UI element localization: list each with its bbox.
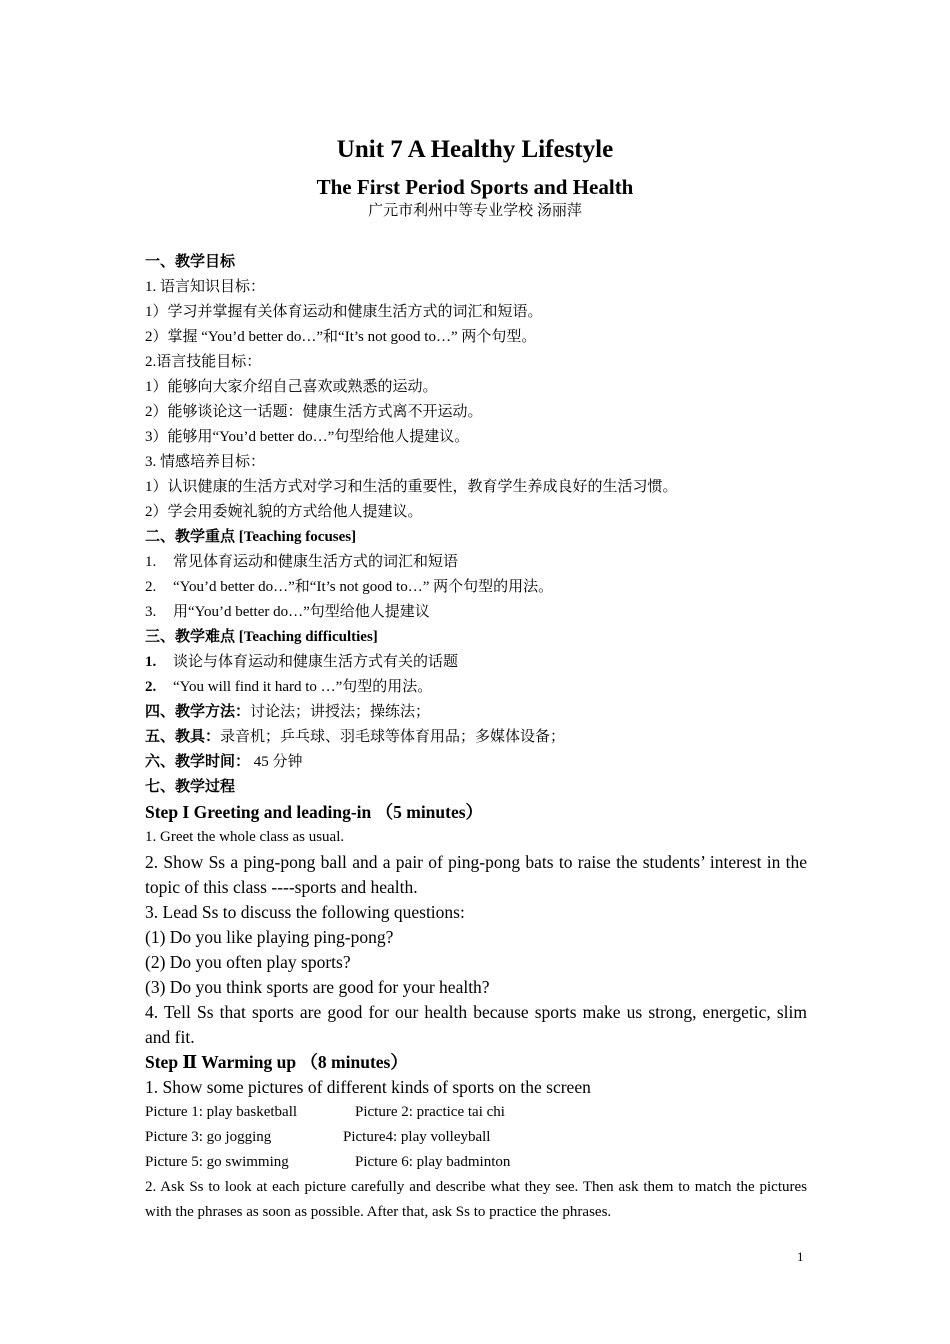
step1-question-3: (3) Do you think sports are good for your health?	[145, 977, 490, 997]
time-value: 45 分钟	[250, 754, 303, 770]
difficulty-item	[145, 650, 807, 675]
difficulty-text: “You will find it hard to …”句型的用法。	[173, 679, 433, 695]
difficulty-num: 2.	[145, 679, 157, 695]
picture-item: Picture 1: play basketball	[145, 1104, 298, 1120]
difficulty-text: 谈论与体育运动和健康生活方式有关的话题	[173, 654, 459, 670]
focus-num: 1.	[145, 554, 157, 570]
focus-item	[145, 550, 807, 575]
picture-row	[145, 1150, 807, 1175]
step1-heading: Step I Greeting and leading-in （5 minutes）	[145, 802, 484, 822]
emotion-item-2: 2）学会用委婉礼貌的方式给他人提建议。	[145, 504, 423, 520]
picture-item: Picture 2: practice tai chi	[355, 1104, 505, 1120]
focus-text: “You’d better do…”和“It’s not good to…” 两个句型的用法。	[173, 579, 554, 595]
tools-line	[145, 725, 807, 750]
focus-item	[145, 600, 807, 625]
emotion-item-1: 1）认识健康的生活方式对学习和生活的重要性，教育学生养成良好的生活习惯。	[145, 479, 678, 495]
picture-item: Picture 3: go jogging	[145, 1129, 272, 1145]
process-heading: 七、教学过程	[145, 779, 236, 795]
picture-item: Picture 6: play badminton	[355, 1154, 511, 1170]
step2-point-1: 1. Show some pictures of different kinds of sports on the screen	[145, 1077, 591, 1097]
focus-item	[145, 575, 807, 600]
document-subtitle: The First Period Sports and Health	[316, 175, 634, 199]
step1-point-1: 1. Greet the whole class as usual.	[145, 829, 345, 845]
step1-point-4: 4. Tell Ss that sports are good for our health because sports make us strong, energetic, slim and fit.	[145, 1002, 807, 1047]
skill-item-3: 3）能够用“You’d better do…”句型给他人提建议。	[145, 429, 470, 445]
skill-item-2: 2）能够谈论这一话题：健康生活方式离不开运动。	[145, 404, 483, 420]
difficulty-item	[145, 675, 807, 700]
difficulty-num: 1.	[145, 654, 157, 670]
focus-text: 用“You’d better do…”句型给他人提建议	[173, 604, 430, 620]
focus-num: 2.	[145, 579, 157, 595]
step1-question-1: (1) Do you like playing ping-pong?	[145, 927, 394, 947]
tools-label: 五、教具：	[145, 729, 221, 745]
knowledge-item-1: 1）学习并掌握有关体育运动和健康生活方式的词汇和短语。	[145, 304, 543, 320]
document-title: Unit 7 A Healthy Lifestyle	[336, 136, 614, 163]
page-number: 1	[797, 1249, 804, 1264]
time-line	[145, 750, 807, 775]
step1-point-2: 2. Show Ss a ping-pong ball and a pair of ping-pong bats to raise the students’ interest in the topic of this class ----sports and health.	[145, 852, 807, 897]
skill-item-1: 1）能够向大家介绍自己喜欢或熟悉的运动。	[145, 379, 438, 395]
methods-value: 讨论法；讲授法；操练法；	[250, 704, 431, 720]
focus-num: 3.	[145, 604, 157, 620]
focuses-heading: 二、教学重点 [Teaching focuses]	[145, 529, 357, 545]
skill-heading: 2.语言技能目标：	[145, 354, 262, 370]
picture-item: Picture 5: go swimming	[145, 1154, 289, 1170]
document-author: 广元市利州中等专业学校 汤丽萍	[368, 203, 582, 219]
methods-label: 四、教学方法：	[145, 704, 251, 720]
picture-row	[145, 1125, 807, 1150]
step1-question-2: (2) Do you often play sports?	[145, 952, 351, 972]
knowledge-item-2: 2）掌握 “You’d better do…”和“It’s not good to…” 两个句型。	[145, 329, 537, 345]
knowledge-heading: 1. 语言知识目标：	[145, 279, 266, 295]
picture-row	[145, 1100, 807, 1125]
methods-line	[145, 700, 807, 725]
step1-point-3: 3. Lead Ss to discuss the following questions:	[145, 902, 465, 922]
step2-point-2: 2. Ask Ss to look at each picture carefully and describe what they see. Then ask them to match the pictures with the phrases as soon as possible. After that, ask Ss to practice the phrases.	[145, 1179, 807, 1220]
document-body	[145, 250, 807, 1225]
tools-value: 录音机；乒乓球、羽毛球等体育用品；多媒体设备；	[220, 729, 566, 745]
objectives-heading: 一、教学目标	[145, 254, 236, 270]
difficulties-heading: 三、教学难点 [Teaching difficulties]	[145, 629, 378, 645]
picture-item: Picture4: play volleyball	[343, 1129, 491, 1145]
focus-text: 常见体育运动和健康生活方式的词汇和短语	[173, 554, 459, 570]
emotion-heading: 3. 情感培养目标：	[145, 454, 266, 470]
time-label: 六、教学时间：	[145, 754, 251, 770]
step2-heading: Step Ⅱ Warming up （8 minutes）	[145, 1052, 408, 1072]
